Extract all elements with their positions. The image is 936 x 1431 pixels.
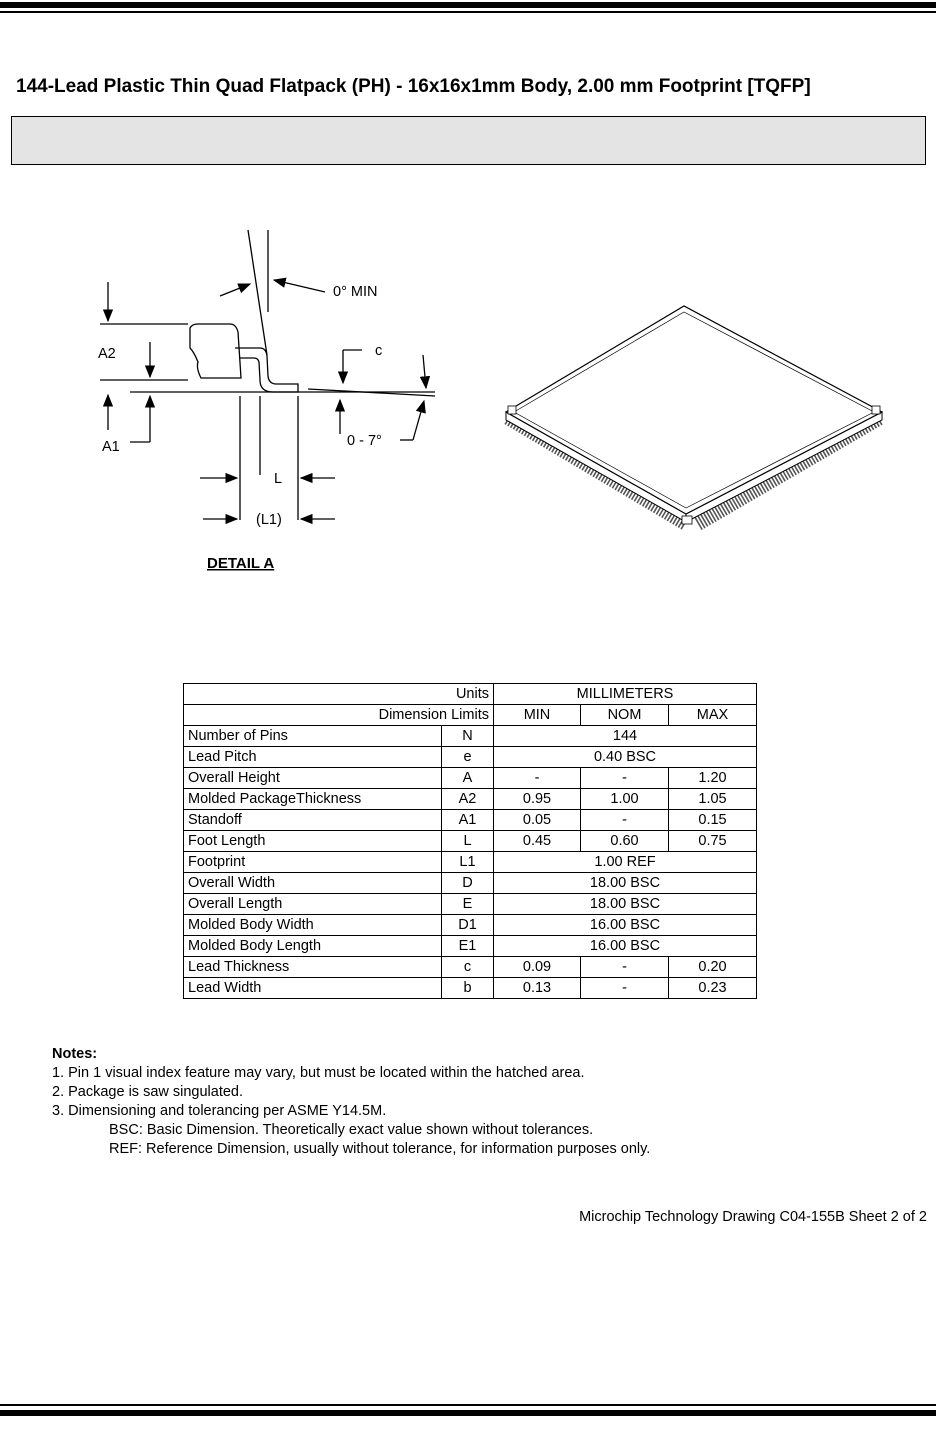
min-cell: 0.45	[494, 831, 581, 852]
table-header-limits	[184, 705, 757, 726]
table-row	[184, 789, 757, 810]
a1-label: A1	[102, 439, 120, 455]
min-header: MIN	[494, 705, 581, 726]
min-cell: 0.05	[494, 810, 581, 831]
table-row	[184, 831, 757, 852]
dimension-name-cell: Lead Width	[184, 978, 442, 999]
table-row	[184, 810, 757, 831]
symbol-cell: c	[442, 957, 494, 978]
nom-cell: -	[581, 978, 669, 999]
table-row	[184, 747, 757, 768]
dimension-name-cell: Footprint	[184, 852, 442, 873]
c-label: c	[375, 343, 383, 359]
dimension-name-cell: Overall Length	[184, 894, 442, 915]
note-item: 1. Pin 1 visual index feature may vary, but must be located within the hatched area.	[52, 1065, 585, 1081]
header-gray-bar	[11, 116, 926, 165]
note-sub-item: BSC: Basic Dimension. Theoretically exact value shown without tolerances.	[109, 1122, 594, 1138]
table-row	[184, 852, 757, 873]
dimension-name-cell: Overall Width	[184, 873, 442, 894]
nom-cell: 0.60	[581, 831, 669, 852]
max-cell: 0.15	[669, 810, 757, 831]
dimension-name-cell: Molded PackageThickness	[184, 789, 442, 810]
min-cell: 0.95	[494, 789, 581, 810]
dimension-name-cell: Overall Height	[184, 768, 442, 789]
min-cell: -	[494, 768, 581, 789]
value-span-cell: 16.00 BSC	[494, 936, 757, 957]
note-sub-item: REF: Reference Dimension, usually without tolerance, for information purposes only.	[109, 1141, 651, 1157]
max-cell: 1.20	[669, 768, 757, 789]
value-span-cell: 18.00 BSC	[494, 873, 757, 894]
value-span-cell: 18.00 BSC	[494, 894, 757, 915]
units-label: Units	[184, 684, 494, 705]
dimension-name-cell: Molded Body Length	[184, 936, 442, 957]
symbol-cell: L1	[442, 852, 494, 873]
angle-min-label: 0° MIN	[333, 284, 378, 300]
nom-cell: -	[581, 768, 669, 789]
min-cell: 0.09	[494, 957, 581, 978]
max-cell: 0.75	[669, 831, 757, 852]
notes-heading: Notes:	[52, 1046, 98, 1062]
symbol-cell: E1	[442, 936, 494, 957]
limits-label: Dimension Limits	[184, 705, 494, 726]
top-rule-thin	[0, 11, 936, 13]
dimension-name-cell: Lead Thickness	[184, 957, 442, 978]
table-row	[184, 873, 757, 894]
dimension-name-cell: Foot Length	[184, 831, 442, 852]
symbol-cell: D1	[442, 915, 494, 936]
package-3d-illustration	[498, 300, 890, 550]
page-title: 144-Lead Plastic Thin Quad Flatpack (PH) - 16x16x1mm Body, 2.00 mm Footprint [TQFP]	[16, 76, 811, 97]
dimension-name-cell: Molded Body Width	[184, 915, 442, 936]
dimension-name-cell: Lead Pitch	[184, 747, 442, 768]
nom-cell: 1.00	[581, 789, 669, 810]
detail-a-drawing	[80, 220, 460, 580]
dimension-name-cell: Standoff	[184, 810, 442, 831]
table-row	[184, 978, 757, 999]
symbol-cell: D	[442, 873, 494, 894]
symbol-cell: N	[442, 726, 494, 747]
max-cell: 0.20	[669, 957, 757, 978]
bottom-rule-thick	[0, 1410, 936, 1416]
notes-section	[52, 1045, 650, 1159]
max-cell: 1.05	[669, 789, 757, 810]
table-row	[184, 894, 757, 915]
value-span-cell: 0.40 BSC	[494, 747, 757, 768]
nom-cell: -	[581, 957, 669, 978]
table-row	[184, 936, 757, 957]
dimensions-table	[183, 683, 757, 999]
value-span-cell: 1.00 REF	[494, 852, 757, 873]
table-row	[184, 726, 757, 747]
detail-caption: DETAIL A	[207, 555, 275, 572]
nom-cell: -	[581, 810, 669, 831]
value-span-cell: 144	[494, 726, 757, 747]
note-item: 3. Dimensioning and tolerancing per ASME Y14.5M.	[52, 1103, 387, 1119]
max-header: MAX	[669, 705, 757, 726]
drawing-footer: Microchip Technology Drawing C04-155B Sheet 2 of 2	[579, 1209, 927, 1225]
symbol-cell: E	[442, 894, 494, 915]
table-header-units	[184, 684, 757, 705]
note-item: 2. Package is saw singulated.	[52, 1084, 244, 1100]
a2-label: A2	[98, 346, 116, 362]
symbol-cell: b	[442, 978, 494, 999]
top-rule-thick	[0, 2, 936, 8]
symbol-cell: A1	[442, 810, 494, 831]
dimension-name-cell: Number of Pins	[184, 726, 442, 747]
min-cell: 0.13	[494, 978, 581, 999]
table-row	[184, 915, 757, 936]
nom-header: NOM	[581, 705, 669, 726]
max-cell: 0.23	[669, 978, 757, 999]
symbol-cell: A2	[442, 789, 494, 810]
angle-range-label: 0 - 7°	[347, 433, 382, 449]
table-row	[184, 768, 757, 789]
bottom-rule-thin	[0, 1404, 936, 1406]
symbol-cell: L	[442, 831, 494, 852]
symbol-cell: e	[442, 747, 494, 768]
table-row	[184, 957, 757, 978]
units-value: MILLIMETERS	[494, 684, 757, 705]
l-label: L	[274, 471, 283, 487]
value-span-cell: 16.00 BSC	[494, 915, 757, 936]
symbol-cell: A	[442, 768, 494, 789]
l1-label: (L1)	[256, 512, 282, 528]
